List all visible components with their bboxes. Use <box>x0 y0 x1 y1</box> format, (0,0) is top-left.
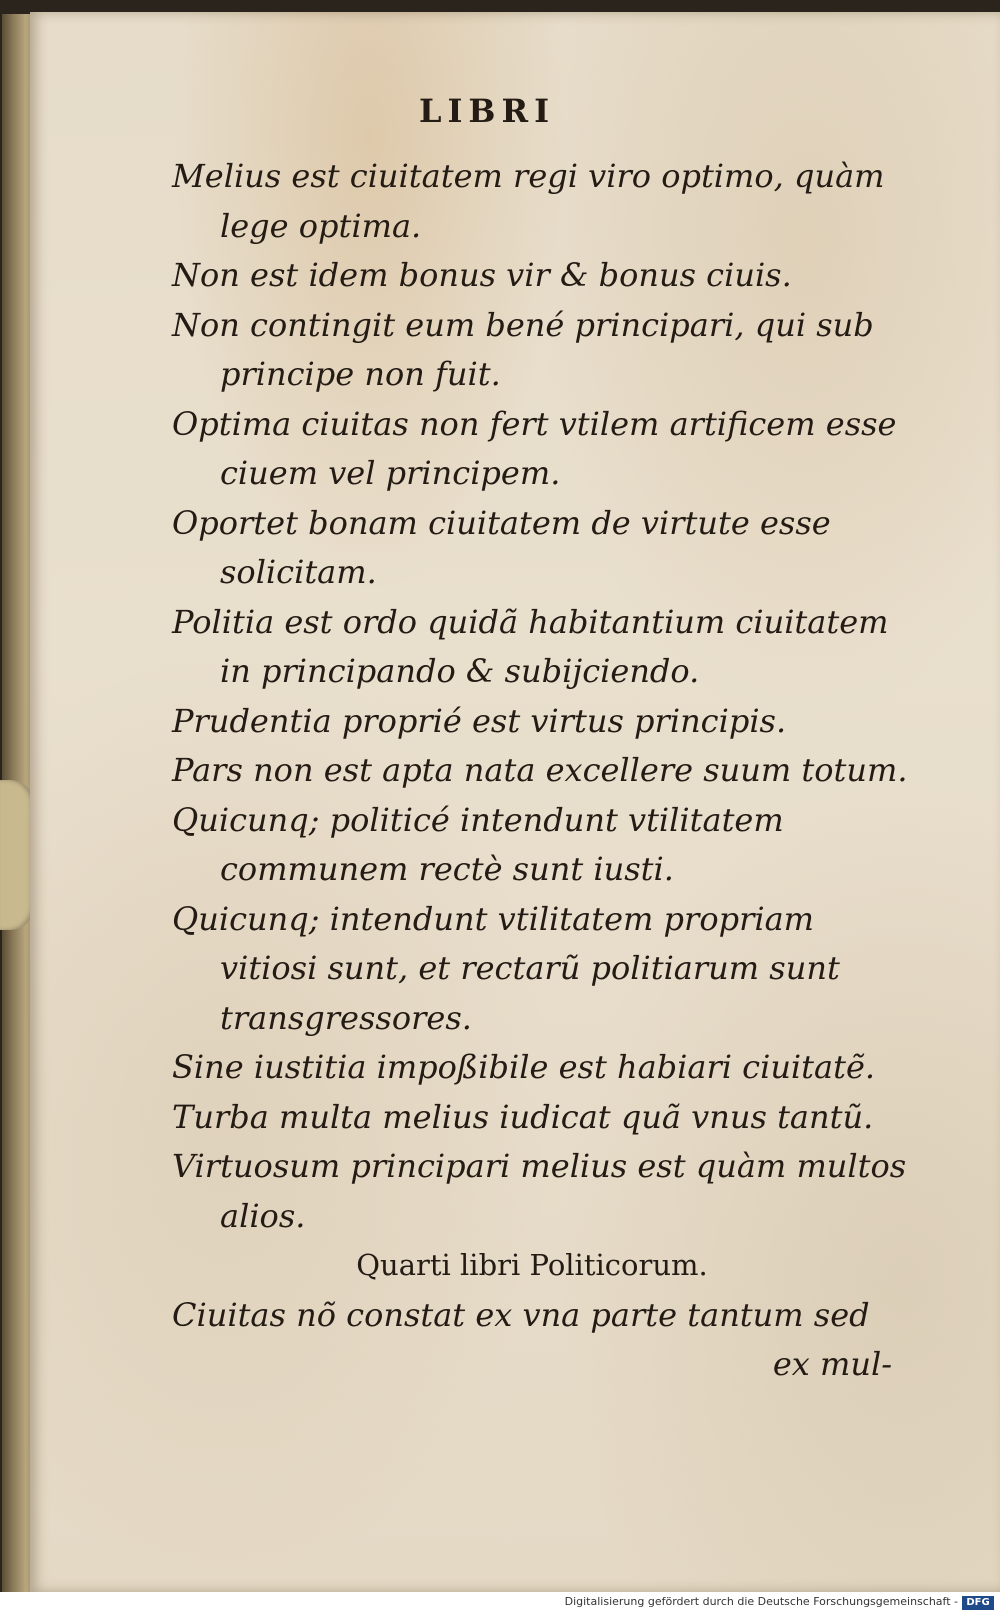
aphorism-list <box>172 152 912 1390</box>
list-item: Sine iustitia impoßibile est habiari ciuitatẽ. <box>172 1048 876 1086</box>
running-head: LIBRI <box>418 92 556 130</box>
catchword: ex mul- <box>772 1345 892 1383</box>
page-text <box>30 12 1000 1592</box>
list-item: Pars non est apta nata excellere suum totum. <box>172 751 908 789</box>
list-item: Oportet bonam ciuitatem de virtute esse solicitam. <box>172 503 831 591</box>
list-item: Optima ciuitas non fert vtilem artificem esse ciuem vel principem. <box>172 404 897 492</box>
digitization-footer <box>0 1592 1000 1615</box>
paper-page <box>30 12 1000 1592</box>
list-item: Politia est ordo quidã habitantium ciuitatem in principando & subijciendo. <box>172 602 889 690</box>
list-item: Quicunq; intendunt vtilitatem propriam vitiosi sunt, et rectarũ politiarum sunt transgressores. <box>172 899 840 1037</box>
list-item: Turba multa melius iudicat quã vnus tantũ. <box>172 1097 874 1136</box>
list-item: Non est idem bonus vir & bonus ciuis. <box>172 256 792 294</box>
list-item: Melius est ciuitatem regi viro optimo, quàm lege optima. <box>172 157 885 245</box>
dfg-logo-icon: DFG <box>962 1596 994 1610</box>
section-heading: Quarti libri Politicorum. <box>356 1248 708 1282</box>
list-item: Ciuitas nõ constat ex vna parte tantum sed <box>172 1295 870 1334</box>
list-item: Virtuosum principari melius est quàm multos alios. <box>172 1147 907 1235</box>
list-item: Prudentia proprié est virtus principis. <box>172 701 787 740</box>
list-item: Quicunq; politicé intendunt vtilitatem communem rectè sunt iusti. <box>172 800 784 888</box>
page-tab-marker <box>0 780 34 930</box>
funding-credit: Digitalisierung gefördert durch die Deutsche Forschungsgemeinschaft - <box>564 1595 958 1608</box>
list-item: Non contingit eum bené principari, qui sub principe non fuit. <box>172 305 874 393</box>
